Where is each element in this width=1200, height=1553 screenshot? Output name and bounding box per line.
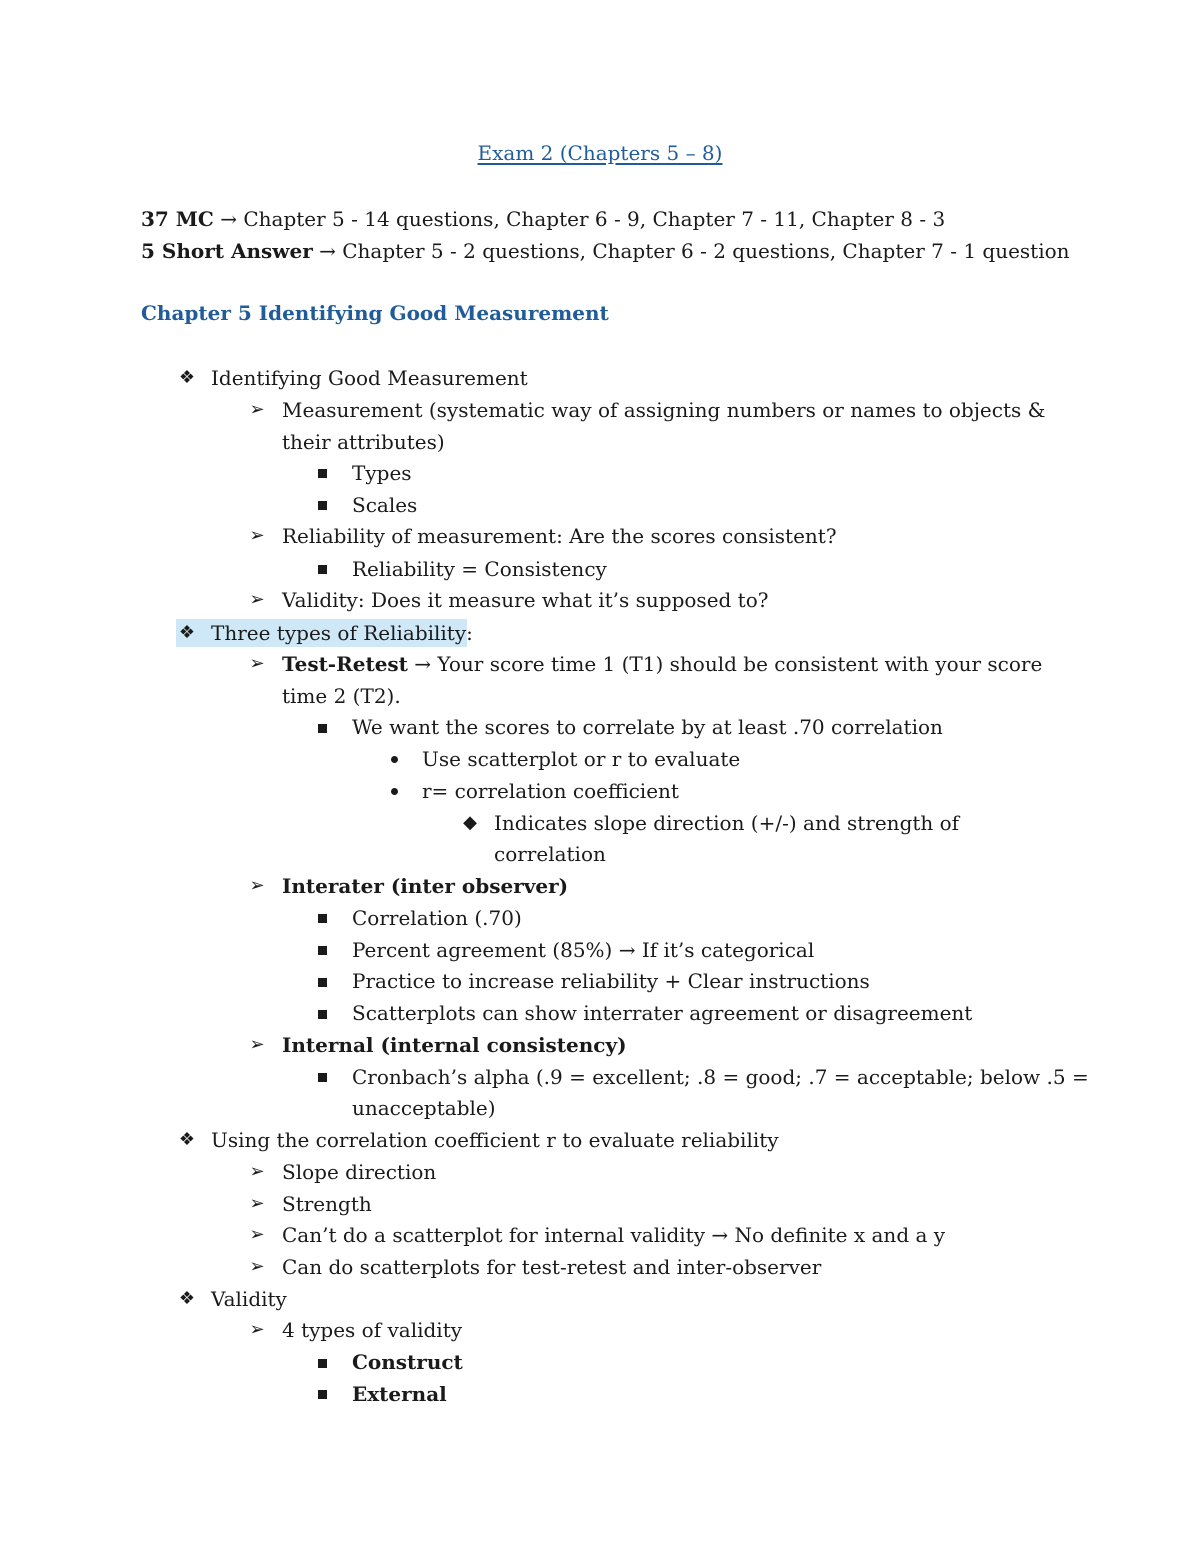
arrow-bullet-icon: ➢ (249, 875, 265, 896)
outline-item: Scatterplots can show interrater agreement or disagreement (352, 1001, 973, 1025)
outline-item: Cronbach’s alpha (.9 = excellent; .8 = good; .7 = acceptable; below .5 = (352, 1065, 1089, 1089)
outline-item: Construct (352, 1350, 463, 1374)
square-bullet-icon (318, 501, 327, 510)
arrow-bullet-icon: ➢ (249, 653, 265, 674)
square-bullet-icon (318, 1073, 327, 1082)
outline-item: correlation (494, 842, 606, 866)
outline-item: 4 types of validity (282, 1318, 463, 1342)
chapter-heading: Chapter 5 Identifying Good Measurement (141, 301, 609, 325)
square-bullet-icon (318, 565, 327, 574)
outline-item: Strength (282, 1192, 372, 1216)
arrow-bullet-icon: ➢ (249, 1034, 265, 1055)
diamond-bullet-icon: ❖ (178, 622, 196, 643)
square-bullet-icon (318, 1359, 327, 1368)
mc-summary-line (141, 206, 945, 232)
outline-item: Interater (inter observer) (282, 874, 569, 898)
solid-diamond-bullet-icon: ◆ (463, 812, 477, 833)
square-bullet-icon (318, 978, 327, 987)
square-bullet-icon (318, 1010, 327, 1019)
outline-item: Can do scatterplots for test-retest and inter-observer (282, 1255, 822, 1279)
square-bullet-icon (318, 914, 327, 923)
outline-item: Validity (211, 1287, 287, 1311)
outline-item: Using the correlation coefficient r to evaluate reliability (211, 1128, 779, 1152)
outline-item: Percent agreement (85%) → If it’s categorical (352, 938, 815, 962)
outline-item: time 2 (T2). (282, 684, 401, 708)
outline-item (282, 651, 1042, 677)
diamond-bullet-icon: ❖ (178, 1129, 196, 1150)
outline-item: Correlation (.70) (352, 906, 522, 930)
outline-item: Internal (internal consistency) (282, 1033, 627, 1057)
page-title: Exam 2 (Chapters 5 – 8) (477, 141, 723, 165)
arrow-bullet-icon: ➢ (249, 525, 265, 546)
arrow-bullet-icon: ➢ (249, 1161, 265, 1182)
square-bullet-icon (318, 724, 327, 733)
arrow-bullet-icon: ➢ (249, 1319, 265, 1340)
dot-bullet-icon (391, 788, 398, 795)
outline-item: Practice to increase reliability + Clear instructions (352, 969, 870, 993)
dot-bullet-icon (391, 756, 398, 763)
sa-text: → Chapter 5 - 2 questions, Chapter 6 - 2 questions, Chapter 7 - 1 question (312, 239, 1070, 263)
outline-item: Use scatterplot or r to evaluate (422, 747, 741, 771)
outline-item: Types (352, 461, 412, 485)
mc-label: 37 MC (141, 207, 214, 231)
outline-item: Slope direction (282, 1160, 437, 1184)
square-bullet-icon (318, 469, 327, 478)
arrow-bullet-icon: ➢ (249, 399, 265, 420)
test-retest-label: Test-Retest (282, 652, 408, 676)
outline-item: Scales (352, 493, 418, 517)
square-bullet-icon (318, 1390, 327, 1399)
outline-item: Measurement (systematic way of assigning numbers or names to objects & (282, 398, 1046, 422)
outline-item: We want the scores to correlate by at least .70 correlation (352, 715, 943, 739)
outline-item: Validity: Does it measure what it’s supposed to? (282, 588, 769, 612)
outline-item: r= correlation coefficient (422, 779, 679, 803)
outline-item: their attributes) (282, 430, 445, 454)
outline-item: Can’t do a scatterplot for internal validity → No definite x and a y (282, 1223, 946, 1247)
arrow-bullet-icon: ➢ (249, 589, 265, 610)
sa-label: 5 Short Answer (141, 239, 313, 263)
outline-item: External (352, 1382, 447, 1406)
outline-item: Reliability of measurement: Are the scores consistent? (282, 524, 837, 548)
square-bullet-icon (318, 946, 327, 955)
arrow-bullet-icon: ➢ (249, 1193, 265, 1214)
arrow-bullet-icon: ➢ (249, 1256, 265, 1277)
arrow-bullet-icon: ➢ (249, 1224, 265, 1245)
test-retest-text: → Your score time 1 (T1) should be consistent with your score (407, 652, 1043, 676)
mc-text: → Chapter 5 - 14 questions, Chapter 6 - 9, Chapter 7 - 11, Chapter 8 - 3 (213, 207, 946, 231)
outline-item: Indicates slope direction (+/-) and strength of (494, 811, 960, 835)
diamond-bullet-icon: ❖ (178, 367, 196, 388)
outline-item: Reliability = Consistency (352, 557, 607, 581)
outline-item: Identifying Good Measurement (211, 366, 528, 390)
sa-summary-line (141, 238, 1070, 264)
diamond-bullet-icon: ❖ (178, 1288, 196, 1309)
outline-item: unacceptable) (352, 1096, 496, 1120)
outline-item: Three types of Reliability: (211, 621, 473, 645)
